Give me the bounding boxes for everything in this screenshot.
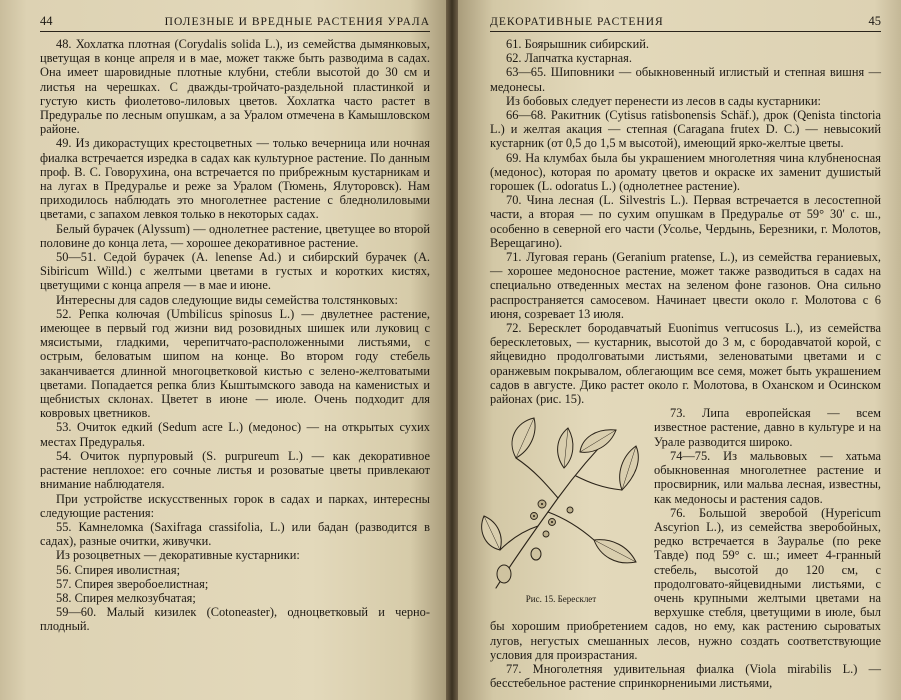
- right-paragraph: 62. Лапчатка кустарная.: [506, 51, 632, 66]
- left-paragraph: 48. Хохлатка плотная (Corydalis solida L.), из семейства дымянковых, цветущая в конце апреля и в мае, может также быть разводима в садах. Она имеет шаровидные плотные клубни, стебли высотой до 30 см и листья на черешках. С дважды-тройчато-раздельной пластинкой и густую кисть фиолетово-лиловых цветов. Хохлатка часто растет в Предуралье по лесным опушкам, а за Уралом отмечена в Камышловском районе.: [40, 37, 430, 137]
- left-paragraph: 54. Очиток пурпуровый (S. purpureum L.) — как декоративное растение неплохое: его сочные листья и розоватые цветы привлекают внимание наблюдателя.: [40, 448, 430, 492]
- right-paragraph: 76. Большой зверобой (Hypericum Ascyrion L.), из семейства зверобойных, редко встречается в Зауралье (по реке Тавде) под 59° с. ш.; имеет 4-гранный стебель, высотой до 120 см, с продолговато-яйцевидными листьями, с очень крупными желтыми цветами на верхушке стебля, цветущими в июле, был бы хорошим приобретением садов, но ему, как растению сыроватых лугов, негустых смешанных лесов, нужно создать соответствующие условия для произрастания.: [490, 505, 881, 662]
- right-page-body: [490, 37, 881, 690]
- left-running-header: [40, 14, 430, 32]
- right-paragraph: 61. Боярышник сибирский.: [506, 37, 649, 51]
- left-paragraph: 58. Спирея мелкозубчатая;: [56, 590, 196, 605]
- left-paragraph: 57. Спирея зверобоелистная;: [56, 576, 209, 591]
- right-paragraph: 74—75. Из мальвовых — хатьма обыкновенная многолетнее растение и просвирник, или мальва лесная, известны, как медоносы и растения садов.: [654, 448, 881, 506]
- right-paragraph: 73. Липа европейская — всем известное растение, давно в культуре и на Урале разводится широко.: [654, 406, 881, 449]
- left-paragraph: 53. Очиток едкий (Sedum acre L.) (медонос) — на открытых сухих местах Предуралья.: [40, 420, 430, 449]
- left-paragraph: Белый бурачек (Alyssum) — однолетнее растение, цветущее во второй половине до конца лета, — хорошее декоративное растение.: [40, 221, 430, 250]
- left-paragraph: 55. Камнеломка (Saxifraga crassifolia, L.) или бадан (разводится в садах), разные очитки, живучки.: [40, 519, 430, 549]
- euonymus-branch-illustration: [476, 406, 646, 592]
- right-paragraph: 66—68. Ракитник (Cytisus ratisbonensis Schäf.), дрок (Qenista tinctoria L.) и желтая акация — степная (Caragana frutex D. C.) — невысокий кустарник (от 0,5 до 1,5 м высотой), имеющий ярко-желтые цветы.: [490, 108, 881, 151]
- left-paragraph: 50—51. Седой бурачек (A. lenense Ad.) и сибирский бурачек (A. Sibiricum Willd.) с желтыми цветами в густых и коротких кистях, цветущими с конца апреля — в мае и июне.: [40, 250, 430, 293]
- left-paragraph: 52. Репка колючая (Umbilicus spinosus L.) — двулетнее растение, имеющее в первый год жизни вид розовидных шишек или луковиц с мясистыми, гладкими, черепитчато-расположенными листьями, с острым, беловатым шипом на конце. Во втором году стебель заканчивается длинной многоцветковой кистью с зелено-желтоватыми цветами. Попадается репка близ Кыштымского завода на каменистых и щебнистых склонах. Цветет в июне — июле. Очень подходит для ковровых цветников.: [40, 306, 430, 421]
- right-paragraph: Из бобовых следует перенести из лесов в сады кустарники:: [506, 93, 821, 108]
- figure-caption: Рис. 15. Бересклет: [525, 594, 597, 605]
- left-paragraph: При устройстве искусственных горок в садах и парках, интересны следующие растения:: [40, 491, 430, 520]
- left-paragraph: Из розоцветных — декоративные кустарники:: [56, 548, 300, 563]
- right-paragraph: 71. Луговая герань (Geranium pratense, L.), из семейства гераниевых, — хорошее медоносное растение, может также разводиться в садах на специально отведенных местах на зеленом фоне газонов. Она сильно распространяется самосевом. Начинает цвести около г. Молотова с 6 июня, созревает 13 июля.: [490, 250, 881, 321]
- right-running-title: ДЕКОРАТИВНЫЕ РАСТЕНИЯ: [490, 16, 664, 28]
- right-paragraph: 63—65. Шиповники — обыкновенный иглистый и степная вишня — медонесы.: [490, 65, 881, 94]
- left-paragraph: 49. Из дикорастущих крестоцветных — только вечерница или ночная фиалка встречается изредка в садах как культурное растение. По данным проф. В. С. Говорухина, она встречается по прибрежным кустарникам и на лугах в Предуралье и реже за Уралом (Тюмень, Ялуторовск). Нам приходилось наблюдать это многолетнее растение с бледнолиловыми цветами, с запахом левкоя только в некоторых садах.: [40, 136, 430, 222]
- right-paragraph: 70. Чина лесная (L. Silvestris L.). Первая встречается в лесостепной части, а вторая — по сухим опушкам в Предуралье от 59° 30' с. ш., особенно в северной его части (Усолье, Чердынь, Березники, г. Молотов, Верещагино).: [490, 193, 881, 250]
- left-page-number: 44: [40, 14, 53, 28]
- right-page: [458, 0, 901, 700]
- left-page: [0, 0, 446, 700]
- right-page-number: 45: [868, 14, 881, 28]
- left-paragraph: 59—60. Малый кизилек (Cotoneaster), одноцветковый и черно-плодный.: [40, 605, 430, 634]
- euonymus-figure: [476, 406, 646, 612]
- left-paragraph: Интересны для садов следующие виды семейства толстянковых:: [56, 292, 398, 307]
- book-gutter: [446, 0, 458, 700]
- left-running-title: ПОЛЕЗНЫЕ И ВРЕДНЫЕ РАСТЕНИЯ УРАЛА: [164, 16, 430, 28]
- right-paragraph: 77. Многолетняя удивительная фиалка (Viola mirabilis L.) — бесстебельное растение спринкорнениыми листьями,: [490, 661, 881, 691]
- right-paragraph: 72. Бересклет бородавчатый Euonimus verrucosus L.), из семейства бересклетовых, — кустарник, высотой до 3 м, с бородавчатой корой, с яйцевидно продолговатыми листьями, зеленоватыми цветами и с оранжевым покрывалом, облегающим все семя, может быть украшением садов в августе. Дико растет около г. Молотова, в Оханском и Осинском районах (рис. 15).: [490, 321, 881, 407]
- left-paragraph: 56. Спирея иволистная;: [56, 562, 181, 577]
- right-paragraph: 69. На клумбах была бы украшением многолетняя чина клубненосная (медонос), которая по аромату цветов и окраске их заменит душистый горошек (L. odoratus L.) (однолетнее растение).: [490, 150, 881, 194]
- left-page-body: [40, 37, 430, 634]
- right-running-header: [490, 14, 881, 32]
